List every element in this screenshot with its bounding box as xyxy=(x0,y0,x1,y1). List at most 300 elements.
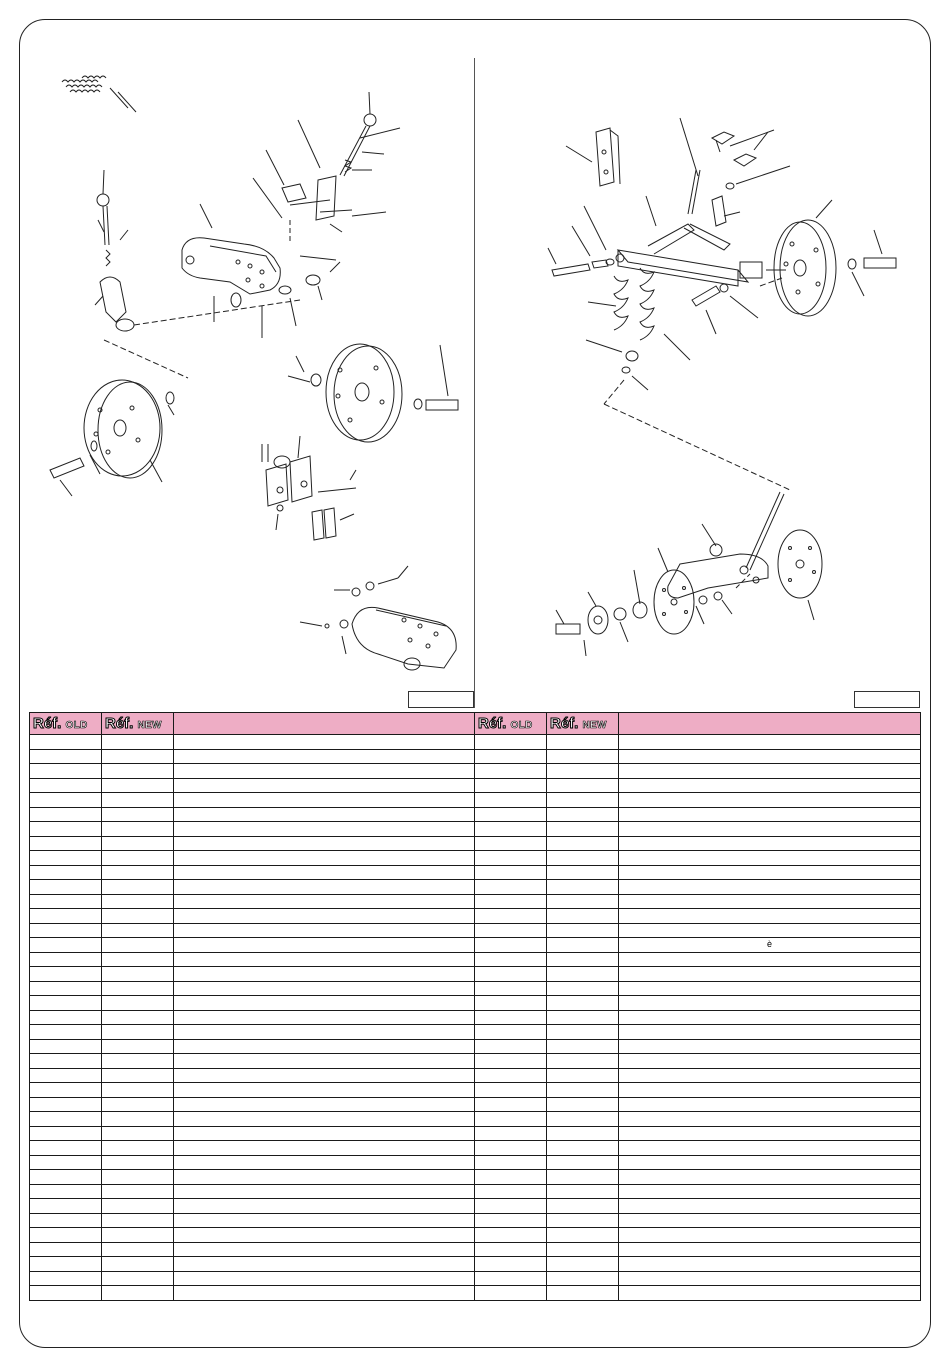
ref-old-cell-right xyxy=(475,778,547,793)
table-row xyxy=(30,981,921,996)
ref-old-cell xyxy=(30,880,102,895)
ref-new-cell-right xyxy=(547,1097,619,1112)
ref-new-cell xyxy=(102,764,174,779)
description-cell xyxy=(174,793,475,808)
ref-new-cell-right xyxy=(547,1242,619,1257)
description-cell-right xyxy=(619,793,921,808)
table-row xyxy=(30,822,921,837)
description-cell-right xyxy=(619,735,921,750)
ref-new-cell xyxy=(102,1068,174,1083)
ref-new-cell-right xyxy=(547,1199,619,1214)
description-cell-right xyxy=(619,1170,921,1185)
description-cell-right xyxy=(619,894,921,909)
ref-new-cell xyxy=(102,1271,174,1286)
ref-old-cell xyxy=(30,778,102,793)
ref-old-cell-right xyxy=(475,793,547,808)
description-cell-right xyxy=(619,909,921,924)
ref-old-cell xyxy=(30,1068,102,1083)
table-row xyxy=(30,793,921,808)
description-cell-right xyxy=(619,1213,921,1228)
table-row xyxy=(30,952,921,967)
ref-old-cell-right xyxy=(475,894,547,909)
description-header-right xyxy=(619,713,921,735)
ref-new-cell xyxy=(102,1228,174,1243)
ref-new-label-right: Réf. xyxy=(550,715,579,732)
ref-old-cell-right xyxy=(475,764,547,779)
ref-old-cell xyxy=(30,1170,102,1185)
ref-new-cell-right xyxy=(547,1213,619,1228)
table-row xyxy=(30,1286,921,1301)
description-cell-right xyxy=(619,1271,921,1286)
ref-new-cell xyxy=(102,996,174,1011)
description-cell-right: è xyxy=(619,938,921,953)
ref-old-cell xyxy=(30,807,102,822)
ref-new-cell-right xyxy=(547,1155,619,1170)
table-row xyxy=(30,1083,921,1098)
ref-new-cell xyxy=(102,749,174,764)
description-cell-right xyxy=(619,1199,921,1214)
ref-new-cell xyxy=(102,1286,174,1301)
table-row xyxy=(30,851,921,866)
table-row xyxy=(30,1228,921,1243)
description-cell-right xyxy=(619,923,921,938)
ref-old-cell xyxy=(30,909,102,924)
table-row xyxy=(30,938,921,953)
description-cell-right xyxy=(619,865,921,880)
ref-old-cell xyxy=(30,1257,102,1272)
ref-old-cell-right xyxy=(475,923,547,938)
ref-old-cell-right xyxy=(475,1054,547,1069)
description-cell xyxy=(174,1126,475,1141)
table-row xyxy=(30,1213,921,1228)
description-cell xyxy=(174,1141,475,1156)
ref-old-cell-right xyxy=(475,1199,547,1214)
description-cell xyxy=(174,822,475,837)
ref-old-cell xyxy=(30,822,102,837)
description-cell xyxy=(174,865,475,880)
description-cell-right xyxy=(619,996,921,1011)
ref-old-cell-right xyxy=(475,822,547,837)
ref-new-cell xyxy=(102,865,174,880)
table-row xyxy=(30,1025,921,1040)
ref-new-cell xyxy=(102,923,174,938)
ref-old-cell-right xyxy=(475,749,547,764)
ref-old-cell xyxy=(30,1184,102,1199)
ref-old-cell-right xyxy=(475,1271,547,1286)
ref-old-label-right: Réf. xyxy=(478,715,507,732)
table-row xyxy=(30,735,921,750)
ref-old-cell-right xyxy=(475,1170,547,1185)
table-row xyxy=(30,923,921,938)
ref-old-cell-right xyxy=(475,1025,547,1040)
description-cell xyxy=(174,735,475,750)
description-cell xyxy=(174,1097,475,1112)
ref-old-cell xyxy=(30,1271,102,1286)
right-exploded-view xyxy=(548,118,896,656)
ref-new-cell-right xyxy=(547,1286,619,1301)
ref-new-header xyxy=(102,713,174,735)
description-cell xyxy=(174,1025,475,1040)
ref-new-cell-right xyxy=(547,996,619,1011)
description-cell-right xyxy=(619,1184,921,1199)
description-cell-right xyxy=(619,1054,921,1069)
description-cell-right xyxy=(619,880,921,895)
ref-old-cell-right xyxy=(475,1010,547,1025)
ref-old-cell-right xyxy=(475,1126,547,1141)
ref-old-cell-right xyxy=(475,851,547,866)
ref-new-cell xyxy=(102,1213,174,1228)
ref-old-cell-right xyxy=(475,836,547,851)
ref-new-cell-right xyxy=(547,1112,619,1127)
disc-assembly xyxy=(556,492,822,656)
description-cell-right xyxy=(619,822,921,837)
table-row xyxy=(30,1199,921,1214)
mounting-bracket xyxy=(262,436,356,540)
ref-new-cell-right xyxy=(547,1184,619,1199)
description-cell-right xyxy=(619,836,921,851)
ref-new-cell-right xyxy=(547,1271,619,1286)
ref-new-cell xyxy=(102,793,174,808)
ref-new-cell-right xyxy=(547,1083,619,1098)
description-cell xyxy=(174,923,475,938)
ref-old-cell-right xyxy=(475,909,547,924)
description-cell-right xyxy=(619,1010,921,1025)
description-cell xyxy=(174,1112,475,1127)
ref-new-cell xyxy=(102,1170,174,1185)
description-cell xyxy=(174,1286,475,1301)
figure-reference-box-right xyxy=(854,691,920,708)
spring-bundle xyxy=(62,76,136,112)
description-cell xyxy=(174,836,475,851)
ref-old-cell-right xyxy=(475,1141,547,1156)
lower-bracket xyxy=(300,566,456,670)
ref-old-cell xyxy=(30,981,102,996)
adjusting-handle-right xyxy=(253,92,400,242)
description-cell xyxy=(174,1257,475,1272)
description-cell xyxy=(174,894,475,909)
ref-old-cell-right xyxy=(475,1213,547,1228)
description-cell-right xyxy=(619,764,921,779)
ref-new-cell xyxy=(102,1039,174,1054)
ref-new-cell-right xyxy=(547,1170,619,1185)
ref-new-cell xyxy=(102,880,174,895)
table-row xyxy=(30,1184,921,1199)
table-row xyxy=(30,1068,921,1083)
ref-old-cell-right xyxy=(475,865,547,880)
description-cell xyxy=(174,778,475,793)
bracket-assembly xyxy=(182,204,340,338)
ref-old-cell-right xyxy=(475,996,547,1011)
table-row xyxy=(30,807,921,822)
ref-old-cell-right xyxy=(475,1242,547,1257)
ref-new-cell-right xyxy=(547,851,619,866)
ref-new-cell xyxy=(102,836,174,851)
ref-old-cell xyxy=(30,996,102,1011)
adjusting-handle-left xyxy=(95,170,134,331)
description-cell-right xyxy=(619,1155,921,1170)
table-row xyxy=(30,1097,921,1112)
description-cell xyxy=(174,938,475,953)
ref-old-cell xyxy=(30,1010,102,1025)
description-cell xyxy=(174,764,475,779)
ref-old-cell-right xyxy=(475,981,547,996)
ref-new-cell xyxy=(102,778,174,793)
ref-new-cell-right xyxy=(547,923,619,938)
ref-new-cell xyxy=(102,952,174,967)
ref-new-cell xyxy=(102,1010,174,1025)
ref-new-cell-right xyxy=(547,967,619,982)
figure-reference-box-left xyxy=(408,691,474,708)
ref-old-cell-right xyxy=(475,1083,547,1098)
description-cell-right xyxy=(619,807,921,822)
table-row xyxy=(30,1054,921,1069)
ref-old-suffix-right: OLD xyxy=(510,720,533,731)
wheel-right xyxy=(288,344,458,442)
ref-old-cell xyxy=(30,923,102,938)
description-cell-right xyxy=(619,1083,921,1098)
ref-old-cell-right xyxy=(475,1155,547,1170)
ref-old-cell xyxy=(30,836,102,851)
ref-new-cell-right xyxy=(547,764,619,779)
main-frame xyxy=(548,118,762,286)
description-cell xyxy=(174,1213,475,1228)
description-cell-right xyxy=(619,981,921,996)
description-cell-right xyxy=(619,1141,921,1156)
ref-new-cell xyxy=(102,1025,174,1040)
description-cell-right xyxy=(619,1025,921,1040)
ref-old-cell xyxy=(30,1126,102,1141)
ref-new-cell xyxy=(102,1126,174,1141)
ref-old-cell xyxy=(30,1213,102,1228)
ref-old-cell-right xyxy=(475,1097,547,1112)
description-cell xyxy=(174,1054,475,1069)
ref-old-cell-right xyxy=(475,1068,547,1083)
ref-new-cell-right xyxy=(547,1054,619,1069)
ref-new-cell-right xyxy=(547,1039,619,1054)
ref-new-cell xyxy=(102,735,174,750)
description-cell-right xyxy=(619,778,921,793)
description-cell-right xyxy=(619,749,921,764)
ref-new-cell-right xyxy=(547,793,619,808)
description-cell xyxy=(174,996,475,1011)
table-row xyxy=(30,1126,921,1141)
table-row xyxy=(30,1155,921,1170)
description-cell-right xyxy=(619,1097,921,1112)
parts-table-header xyxy=(30,713,921,735)
ref-new-cell xyxy=(102,1141,174,1156)
ref-old-cell xyxy=(30,1025,102,1040)
ref-new-cell-right xyxy=(547,749,619,764)
ref-new-suffix: NEW xyxy=(137,720,162,731)
ref-old-cell xyxy=(30,793,102,808)
ref-new-cell-right xyxy=(547,836,619,851)
description-cell xyxy=(174,880,475,895)
description-cell-right xyxy=(619,1112,921,1127)
ref-new-cell-right xyxy=(547,1126,619,1141)
description-cell xyxy=(174,1271,475,1286)
ref-old-cell xyxy=(30,1199,102,1214)
ref-new-cell xyxy=(102,1242,174,1257)
ref-new-cell xyxy=(102,894,174,909)
description-cell xyxy=(174,1039,475,1054)
table-row xyxy=(30,1141,921,1156)
ref-old-header xyxy=(30,713,102,735)
description-cell xyxy=(174,807,475,822)
description-cell xyxy=(174,981,475,996)
table-row xyxy=(30,880,921,895)
left-exploded-view xyxy=(50,76,458,670)
table-row xyxy=(30,764,921,779)
ref-new-cell xyxy=(102,1257,174,1272)
description-cell-right xyxy=(619,1068,921,1083)
ref-new-cell-right xyxy=(547,909,619,924)
table-row xyxy=(30,1242,921,1257)
ref-new-cell-right xyxy=(547,807,619,822)
ref-new-cell xyxy=(102,1155,174,1170)
ref-new-suffix-right: NEW xyxy=(582,720,607,731)
description-cell-right xyxy=(619,952,921,967)
description-cell-right xyxy=(619,1039,921,1054)
ref-old-suffix: OLD xyxy=(65,720,88,731)
ref-new-cell xyxy=(102,807,174,822)
description-cell-right xyxy=(619,967,921,982)
table-row xyxy=(30,1257,921,1272)
parts-table-body xyxy=(30,735,921,1301)
wing-nuts xyxy=(712,130,790,226)
ref-new-cell-right xyxy=(547,880,619,895)
ref-old-label: Réf. xyxy=(33,715,62,732)
table-row xyxy=(30,996,921,1011)
ref-old-cell xyxy=(30,1155,102,1170)
ref-new-cell xyxy=(102,851,174,866)
ref-new-cell xyxy=(102,909,174,924)
ref-old-cell xyxy=(30,749,102,764)
ref-new-label: Réf. xyxy=(105,715,134,732)
ref-new-cell-right xyxy=(547,981,619,996)
ref-old-cell xyxy=(30,851,102,866)
description-cell xyxy=(174,1170,475,1185)
ref-new-cell-right xyxy=(547,938,619,953)
description-cell xyxy=(174,1184,475,1199)
ref-old-cell xyxy=(30,1083,102,1098)
description-cell xyxy=(174,1228,475,1243)
support-plate xyxy=(566,128,620,186)
ref-new-cell xyxy=(102,1112,174,1127)
ref-new-cell-right xyxy=(547,952,619,967)
ref-new-cell xyxy=(102,967,174,982)
description-cell-right xyxy=(619,1257,921,1272)
ref-new-header-right xyxy=(547,713,619,735)
ref-new-cell-right xyxy=(547,822,619,837)
ref-old-cell-right xyxy=(475,967,547,982)
ref-new-cell-right xyxy=(547,894,619,909)
description-cell xyxy=(174,1199,475,1214)
wheel-right-fig xyxy=(766,200,896,316)
description-cell xyxy=(174,952,475,967)
table-row xyxy=(30,778,921,793)
ref-new-cell-right xyxy=(547,1141,619,1156)
wheel-left xyxy=(50,380,174,496)
ref-old-cell xyxy=(30,1039,102,1054)
ref-old-cell xyxy=(30,735,102,750)
ref-old-cell xyxy=(30,764,102,779)
ref-old-cell xyxy=(30,938,102,953)
ref-old-cell-right xyxy=(475,1228,547,1243)
ref-old-cell-right xyxy=(475,1039,547,1054)
ref-new-cell xyxy=(102,822,174,837)
ref-old-cell xyxy=(30,1112,102,1127)
ref-old-cell-right xyxy=(475,1112,547,1127)
description-cell-right xyxy=(619,1286,921,1301)
ref-old-cell xyxy=(30,865,102,880)
ref-new-cell-right xyxy=(547,1257,619,1272)
ref-new-cell xyxy=(102,981,174,996)
table-row xyxy=(30,1112,921,1127)
ref-old-cell-right xyxy=(475,952,547,967)
description-cell xyxy=(174,1010,475,1025)
table-row xyxy=(30,865,921,880)
ref-new-cell-right xyxy=(547,1010,619,1025)
description-cell xyxy=(174,909,475,924)
description-cell xyxy=(174,1155,475,1170)
ref-new-cell xyxy=(102,1199,174,1214)
ref-old-cell-right xyxy=(475,1184,547,1199)
ref-new-cell xyxy=(102,1083,174,1098)
description-cell xyxy=(174,1068,475,1083)
description-cell-right xyxy=(619,851,921,866)
table-row xyxy=(30,909,921,924)
ref-new-cell xyxy=(102,1097,174,1112)
description-cell xyxy=(174,851,475,866)
ref-old-cell-right xyxy=(475,1257,547,1272)
ref-old-cell xyxy=(30,1141,102,1156)
ref-old-cell xyxy=(30,1242,102,1257)
ref-old-cell-right xyxy=(475,880,547,895)
ref-new-cell-right xyxy=(547,865,619,880)
parts-table xyxy=(29,712,921,1301)
ref-old-cell xyxy=(30,1097,102,1112)
description-cell-right xyxy=(619,1126,921,1141)
description-cell-right xyxy=(619,1242,921,1257)
description-cell xyxy=(174,749,475,764)
table-row xyxy=(30,894,921,909)
description-header xyxy=(174,713,475,735)
springs xyxy=(586,268,758,390)
ref-new-cell-right xyxy=(547,1228,619,1243)
table-row xyxy=(30,1039,921,1054)
ref-new-cell xyxy=(102,1184,174,1199)
ref-new-cell-right xyxy=(547,1068,619,1083)
table-row xyxy=(30,1010,921,1025)
description-cell xyxy=(174,1242,475,1257)
ref-new-cell xyxy=(102,938,174,953)
description-cell xyxy=(174,967,475,982)
ref-new-cell-right xyxy=(547,1025,619,1040)
ref-old-cell-right xyxy=(475,938,547,953)
description-cell xyxy=(174,1083,475,1098)
table-row xyxy=(30,749,921,764)
description-cell-right xyxy=(619,1228,921,1243)
ref-old-cell xyxy=(30,967,102,982)
table-row xyxy=(30,1170,921,1185)
ref-old-cell-right xyxy=(475,735,547,750)
ref-old-cell xyxy=(30,894,102,909)
table-row xyxy=(30,836,921,851)
ref-new-cell-right xyxy=(547,778,619,793)
ref-old-cell xyxy=(30,1286,102,1301)
ref-new-cell xyxy=(102,1054,174,1069)
table-row xyxy=(30,967,921,982)
